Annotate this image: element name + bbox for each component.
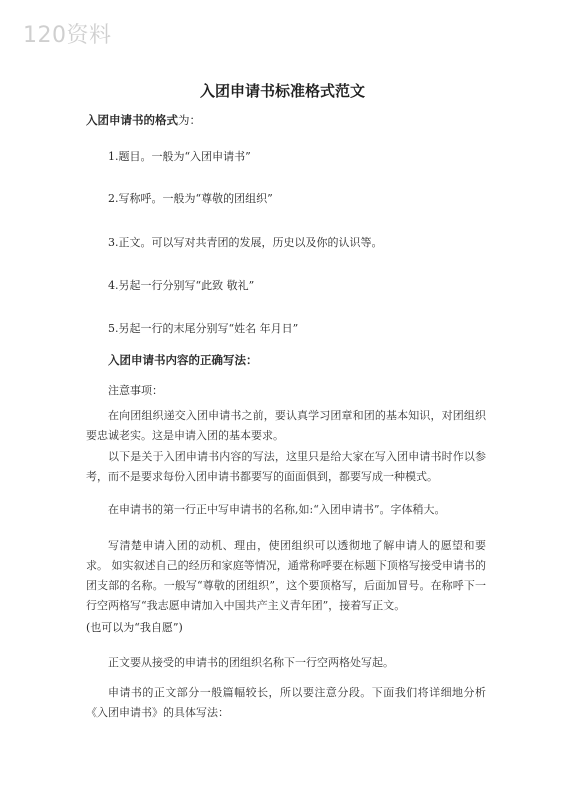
paragraph-4-tail: (也可以为“我自愿”) [86, 621, 183, 634]
format-item-3: 3.正文。可以写对共青团的发展，历史以及你的认识等。 [108, 236, 383, 249]
format-item-2: 2.写称呼。一般为“尊敬的团组织” [108, 192, 273, 205]
format-item-5: 5.另起一行的末尾分别写“姓名 年月日” [108, 322, 299, 335]
watermark-logo: 120资料 [23, 23, 112, 48]
paragraph-2: 以下是关于入团申请书内容的写法，这里只是给大家在写入团申请书时作以参考，而不是要求每份入团申请书都要写的面面俱到，都要写成一种模式。 [86, 450, 486, 483]
format-item-1: 1.题目。一般为“入团申请书” [108, 150, 251, 163]
format-heading-bold: 入团申请书的格式 [86, 113, 178, 127]
paragraph-3: 在申请书的第一行正中写申请书的名称,如:“入团申请书”。字体稍大。 [108, 503, 446, 516]
document-title: 入团申请书标准格式范文 [199, 82, 365, 100]
format-heading [86, 112, 201, 128]
content-heading: 入团申请书内容的正确写法： [108, 353, 258, 367]
format-heading-rest: 为： [178, 113, 201, 127]
paragraph-4: 写清楚申请入团的动机、理由，使团组织可以透彻地了解申请人的愿望和要求。 如实叙述自己的经历和家庭等情况，通常称呼要在标题下顶格写接受申请书的团支部的名称。一般写“尊敬的团组织”，这个要顶格写，后面加冒号。在称呼下一行空两格写“我志愿申请加入中国共产主义青年团”，接着写正文。 [86, 539, 486, 612]
paragraph-1: 在向团组织递交入团申请书之前，要认真学习团章和团的基本知识，对团组织要忠诚老实。这是申请入团的基本要求。 [86, 409, 486, 442]
paragraph-5: 正文要从接受的申请书的团组织名称下一行空两格处写起。 [108, 656, 394, 669]
notes-label: 注意事项： [108, 384, 163, 397]
format-item-4: 4.另起一行分别写“此致 敬礼” [108, 279, 255, 292]
paragraph-6: 申请书的正文部分一般篇幅较长，所以要注意分段。下面我们将详细地分析《入团申请书》的具体写法： [86, 686, 486, 719]
